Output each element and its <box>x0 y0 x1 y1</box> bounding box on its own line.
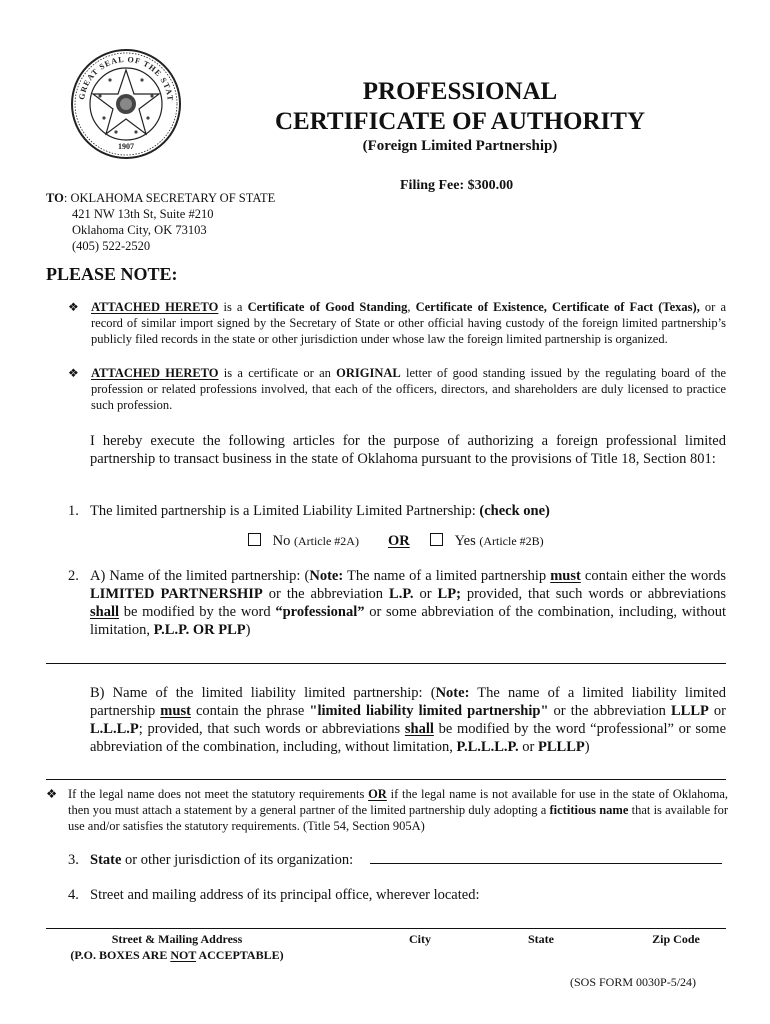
principal-address-field[interactable] <box>46 928 726 929</box>
form-identifier: (SOS FORM 0030P-5/24) <box>570 975 697 989</box>
to-label: TO <box>46 191 64 205</box>
phone-number: (405) 522-2520 <box>72 239 151 253</box>
col-city: City <box>409 932 431 946</box>
llp-choice-yes <box>430 533 544 550</box>
recipient-name: : OKLAHOMA SECRETARY OF STATE <box>63 191 276 205</box>
legal-name-footnote: ❖ If the legal name does not meet the statutory requirements OR if the legal name is not available for use in the state of Oklahoma, then you must attach a statement by a general partner of the limited partnership duly adopting a fictitious name that is available for use and/or satisfies the statutory requirements. (Title 54, Section 905A) <box>46 787 729 833</box>
no-label: No <box>272 533 291 549</box>
intro-paragraph: I hereby execute the following articles for the purpose of authorizing a foreign professional limited partnership to transact business in the state of Oklahoma pursuant to the provisions of Title 18, Section 801: <box>90 433 726 467</box>
oklahoma-state-seal <box>70 48 182 160</box>
yes-label: Yes <box>454 533 476 549</box>
document-subtitle: (Foreign Limited Partnership) <box>362 138 558 154</box>
document-title-line2: CERTIFICATE OF AUTHORITY <box>274 108 645 135</box>
diamond-bullet-icon: ❖ <box>68 300 79 314</box>
note-bullet-1: ❖ ATTACHED HERETO is a Certificate of Good Standing, Certificate of Existence, Certificate of Fact (Texas), or a record of similar import signed by the Secretary of State or other official having custody of the foreign limited partnership’s publicly filed records in the state or other jurisdiction under whose law the foreign limited partnership is organized. <box>68 300 727 346</box>
lp-name-field[interactable] <box>46 663 726 664</box>
yes-checkbox[interactable] <box>430 533 443 546</box>
recipient-block <box>46 190 275 254</box>
yes-article-ref: (Article #2B) <box>479 534 544 548</box>
diamond-bullet-icon: ❖ <box>68 366 79 380</box>
col-zip-code: Zip Code <box>652 932 700 946</box>
note-bullet-2: ❖ ATTACHED HERETO is a certificate or an ORIGINAL letter of good standing issued by the regulating board of the profession or related professions involved, that each of the officers, directors, and shareholders are duly licensed to practice such profession. <box>68 366 726 412</box>
jurisdiction-field[interactable] <box>370 863 722 864</box>
llp-choice-row <box>248 533 359 550</box>
col-street-address: Street & Mailing Address (P.O. BOXES ARE NOT ACCEPTABLE) <box>70 932 284 962</box>
filing-fee: Filing Fee: $300.00 <box>400 178 514 193</box>
svg-text:1907: 1907 <box>118 142 134 151</box>
please-note-heading: PLEASE NOTE: <box>46 264 178 284</box>
svg-text:GREAT SEAL OF THE STATE OF OKL: GREAT SEAL OF THE STAT <box>77 54 176 103</box>
lllp-name-field[interactable] <box>46 779 726 780</box>
or-label: OR <box>388 533 410 549</box>
address-line1: 421 NW 13th St, Suite #210 <box>72 207 214 221</box>
document-title-line1: PROFESSIONAL <box>362 78 558 105</box>
no-article-ref: (Article #2A) <box>293 534 359 548</box>
diamond-bullet-icon: ❖ <box>46 787 58 801</box>
no-checkbox[interactable] <box>248 533 261 546</box>
address-line2: Oklahoma City, OK 73103 <box>72 223 207 237</box>
col-state: State <box>528 932 554 946</box>
